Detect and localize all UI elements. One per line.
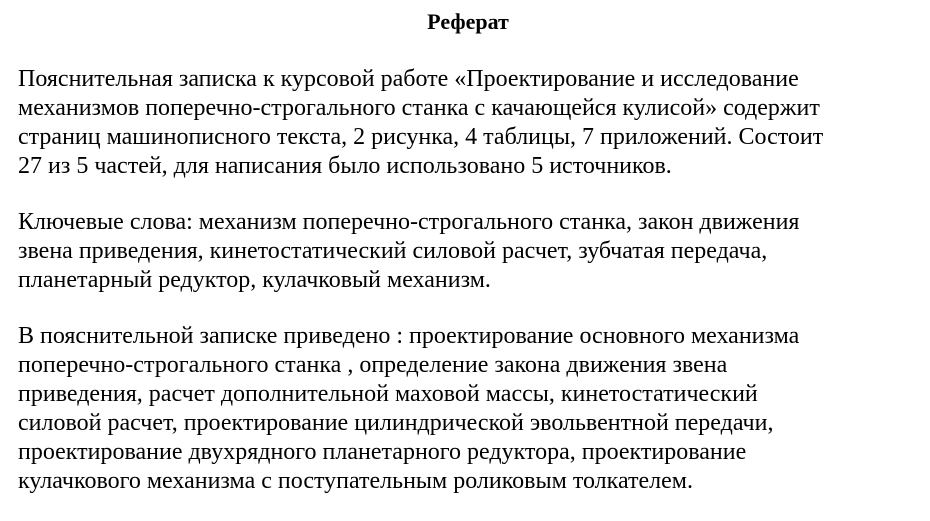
text-line: планетарный редуктор, кулачковый механизм. — [18, 267, 491, 293]
paragraph-summary — [18, 65, 918, 181]
text-line: механизмов поперечно-строгального станка с качающейся кулисой» содержит — [18, 95, 820, 121]
text-line: звена приведения, кинетостатический силовой расчет, зубчатая передача, — [18, 238, 768, 264]
text-line: В пояснительной записке приведено : проектирование основного механизма — [18, 323, 800, 349]
paragraph-contents — [18, 322, 918, 496]
paragraph-keywords — [18, 208, 918, 295]
text-line: приведения, расчет дополнительной маховой массы, кинетостатический — [18, 381, 758, 407]
text-line: силовой расчет, проектирование цилиндрической эвольвентной передачи, — [18, 410, 774, 436]
text-line: поперечно-строгального станка , определение закона движения звена — [18, 352, 728, 378]
text-line: Ключевые слова: механизм поперечно-строгального станка, закон движения — [18, 209, 800, 235]
text-line: Пояснительная записка к курсовой работе «Проектирование и исследование — [18, 66, 799, 92]
text-line: проектирование двухрядного планетарного редуктора, проектирование — [18, 439, 747, 465]
text-line: 27 из 5 частей, для написания было использовано 5 источников. — [18, 153, 672, 179]
text-line: кулачкового механизма с поступательным роликовым толкателем. — [18, 468, 693, 494]
text-line: страниц машинописного текста, 2 рисунка, 4 таблицы, 7 приложений. Состоит — [18, 124, 824, 150]
document-title: Реферат — [427, 9, 509, 34]
